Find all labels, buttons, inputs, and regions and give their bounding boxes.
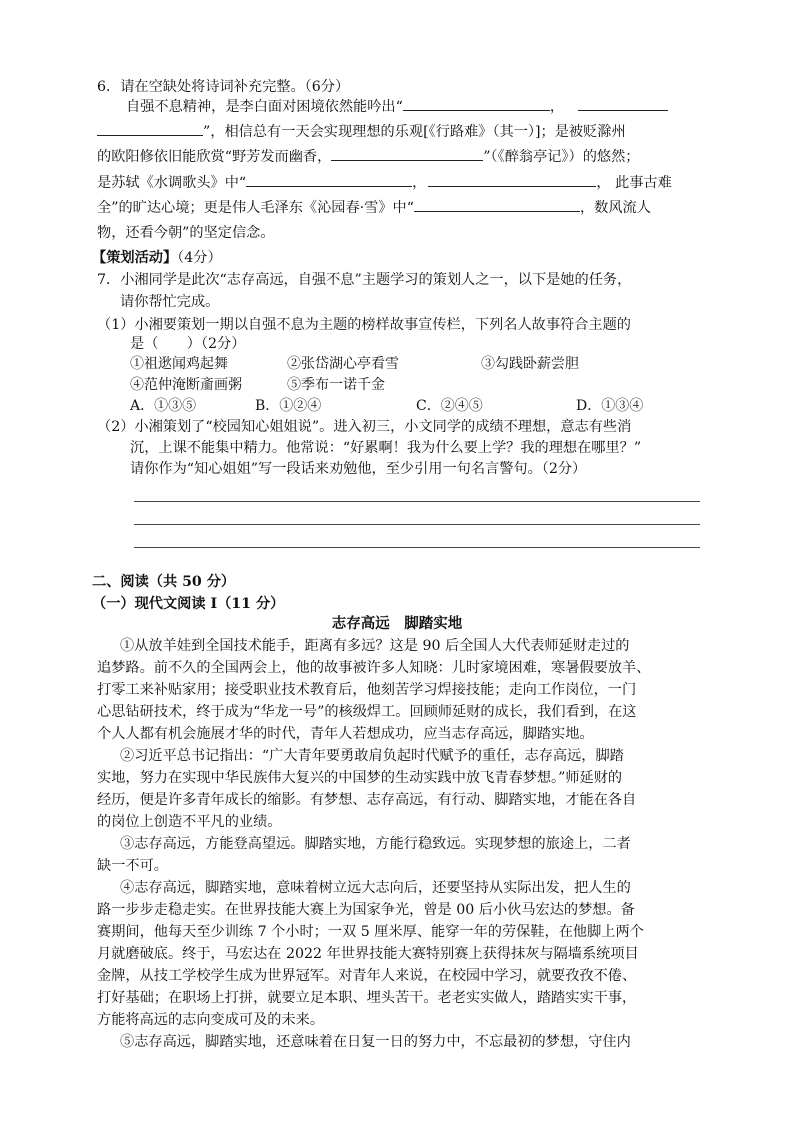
q6-line5-text-b: ，数风流人: [579, 200, 651, 216]
planning-score: （4分）: [177, 250, 222, 266]
answer-line[interactable]: [134, 501, 700, 502]
choice-a[interactable]: A．①③⑤: [130, 398, 197, 414]
answer-blank[interactable]: [246, 172, 412, 187]
choice-c[interactable]: C．②④⑤: [416, 398, 483, 414]
q7-sub2-line2: 沉，上课不能集中精力。他常说：“好累啊！我为什么要上学？我的理想在哪里？”: [130, 440, 642, 456]
planning-heading: 【策划活动】: [92, 250, 178, 266]
answer-blank[interactable]: [403, 96, 550, 111]
choice-d[interactable]: D．①③④: [576, 398, 644, 414]
article-line: 方能将高远的志向变成可及的未来。: [97, 1012, 325, 1028]
article-title: 志存高远 脚踏实地: [331, 615, 463, 632]
article-line: 心思钻研技术，终于成为“华龙一号”的核级焊工。回顾师延财的成长，我们看到，在这: [97, 704, 637, 720]
article-line: 个人人都有机会施展才华的时代，青年人若想成功，应当志存高远，脚踏实地。: [97, 726, 594, 742]
article-line: 金牌，从技工学校学生成为世界冠军。对青年人来说，在校园中学习，就要孜孜不倦、: [97, 968, 637, 984]
answer-blank[interactable]: [97, 121, 203, 136]
article-line: ①从放羊娃到全国技术能手，距离有多远？这是 90 后全国人大代表师延财走过的: [120, 638, 630, 654]
q6-line3-text-a: 的欧阳修依旧能欣赏“野芳发而幽香，: [97, 149, 332, 165]
article-line: ⑤志存高远，脚踏实地，还意味着在日复一日的努力中，不忘最初的梦想，守住内: [120, 1034, 631, 1050]
story-option: ③勾践卧薪尝胆: [481, 356, 579, 372]
article-line: ③志存高远，方能登高望远。脚踏实地，方能行稳致远。实现梦想的旅途上，二者: [120, 836, 631, 852]
article-line: ②习近平总书记指出：“广大青年要勇敢肩负起时代赋予的重任，志存高远，脚踏: [120, 748, 624, 764]
reading-subsection-heading: （一）现代文阅读 I（11 分）: [92, 596, 285, 612]
q7-sub1-line1: （1）小湘要策划一期以自强不息为主题的榜样故事宣传栏，下列名人故事符合主题的: [97, 317, 631, 333]
article-line: 经历，便是许多青年成长的缩影。有梦想、志存高远，有行动、脚踏实地，才能在各自: [97, 792, 637, 808]
article-line: 实地，努力在实现中华民族伟大复兴的中国梦的生动实践中放飞青春梦想。”师延财的: [97, 770, 623, 786]
story-option: ①祖逖闻鸡起舞: [130, 356, 228, 372]
q6-header: 6．请在空缺处将诗词补充完整。（6分）: [97, 79, 350, 95]
q6-line1-text: 自强不息精神，是李白面对困境依然能吟出“: [126, 99, 403, 115]
q6-line3: [97, 146, 639, 168]
q6-line3-text-b: ”（《醉翁亭记》）的悠然；: [483, 149, 640, 165]
q6-line5-text-a: 全”的旷达心境；更是伟人毛泽东《沁园春·雪》中“: [97, 200, 414, 216]
article-line: 月就磨破底。终于，马宏达在 2022 年世界技能大赛特别赛上获得抹灰与隔墙系统项目: [97, 946, 639, 962]
q6-line1-comma: ，: [549, 99, 565, 115]
article-line: 打零工来补贴家用；接受职业技术教育后，他刻苦学习焊接技能；走向工作岗位，一门: [97, 682, 637, 698]
answer-blank[interactable]: [414, 197, 580, 212]
q6-line5: [97, 197, 651, 219]
article-line: 的岗位上创造不平凡的业绩。: [97, 814, 282, 830]
article-line: 打好基础；在职场上打拼，就要立足本职、埋头苦干。老老实实做人，踏踏实实干事，: [97, 990, 637, 1006]
story-option: ②张岱湖心亭看雪: [287, 356, 399, 372]
article-line: 路一步步走稳走实。在世界技能大赛上为国家争光，曾是 00 后小伙马宏达的梦想。备: [97, 902, 635, 918]
q7-sub1-line2: 是（ ）（2分）: [130, 336, 246, 352]
answer-line[interactable]: [134, 524, 700, 525]
answer-blank[interactable]: [331, 146, 483, 161]
q6-line2-text: ”，相信总有一天会实现理想的乐观[《行路难》（其一）]；是被贬滁州: [203, 124, 626, 140]
q7-line2: 请你帮忙完成。: [120, 294, 220, 310]
story-option: ⑤季布一诺千金: [287, 377, 385, 393]
article-line: 追梦路。前不久的全国两会上，他的故事被许多人知晓：儿时家境困难，寒暑假要放羊、: [97, 660, 651, 676]
choice-b[interactable]: B．①②④: [255, 398, 322, 414]
answer-blank[interactable]: [428, 172, 596, 187]
q6-line4-text-a: 是苏轼《水调歌头》中“: [97, 175, 247, 191]
q7-sub2-line3: 请你作为“知心姐姐”写一段话来劝勉他，至少引用一句名言警句。（2分）: [130, 461, 587, 477]
q6-line2: [97, 121, 626, 143]
reading-section-heading: 二、阅读（共 50 分）: [92, 574, 236, 590]
article-line: 缺一不可。: [97, 858, 168, 874]
planning-heading-row: [92, 247, 222, 269]
answer-blank[interactable]: [578, 96, 668, 111]
q6-line4-comma: ，: [412, 175, 427, 191]
article-line: 赛期间，他每天至少训练 7 个小时；一双 5 厘米厚、能穿一年的劳保鞋，在他脚上两个: [97, 924, 644, 940]
q6-line1: [126, 96, 668, 118]
q6-line6: 物，还看今朝”的坚定信念。: [97, 225, 275, 241]
story-option: ④范仲淹断齑画粥: [130, 377, 242, 393]
q7-line1: 7．小湘同学是此次“志存高远，自强不息”主题学习的策划人之一，以下是她的任务，: [97, 272, 632, 288]
answer-line[interactable]: [134, 547, 700, 548]
q6-line4-text-c: ， 此事古难: [596, 175, 672, 191]
article-line: ④志存高远，脚踏实地，意味着树立远大志向后，还要坚持从实际出发，把人生的: [120, 880, 631, 896]
q6-line4: [97, 172, 672, 194]
q7-sub2-line1: （2）小湘策划了“校园知心姐姐说”。进入初三，小文同学的成绩不理想，意志有些消: [97, 419, 632, 435]
